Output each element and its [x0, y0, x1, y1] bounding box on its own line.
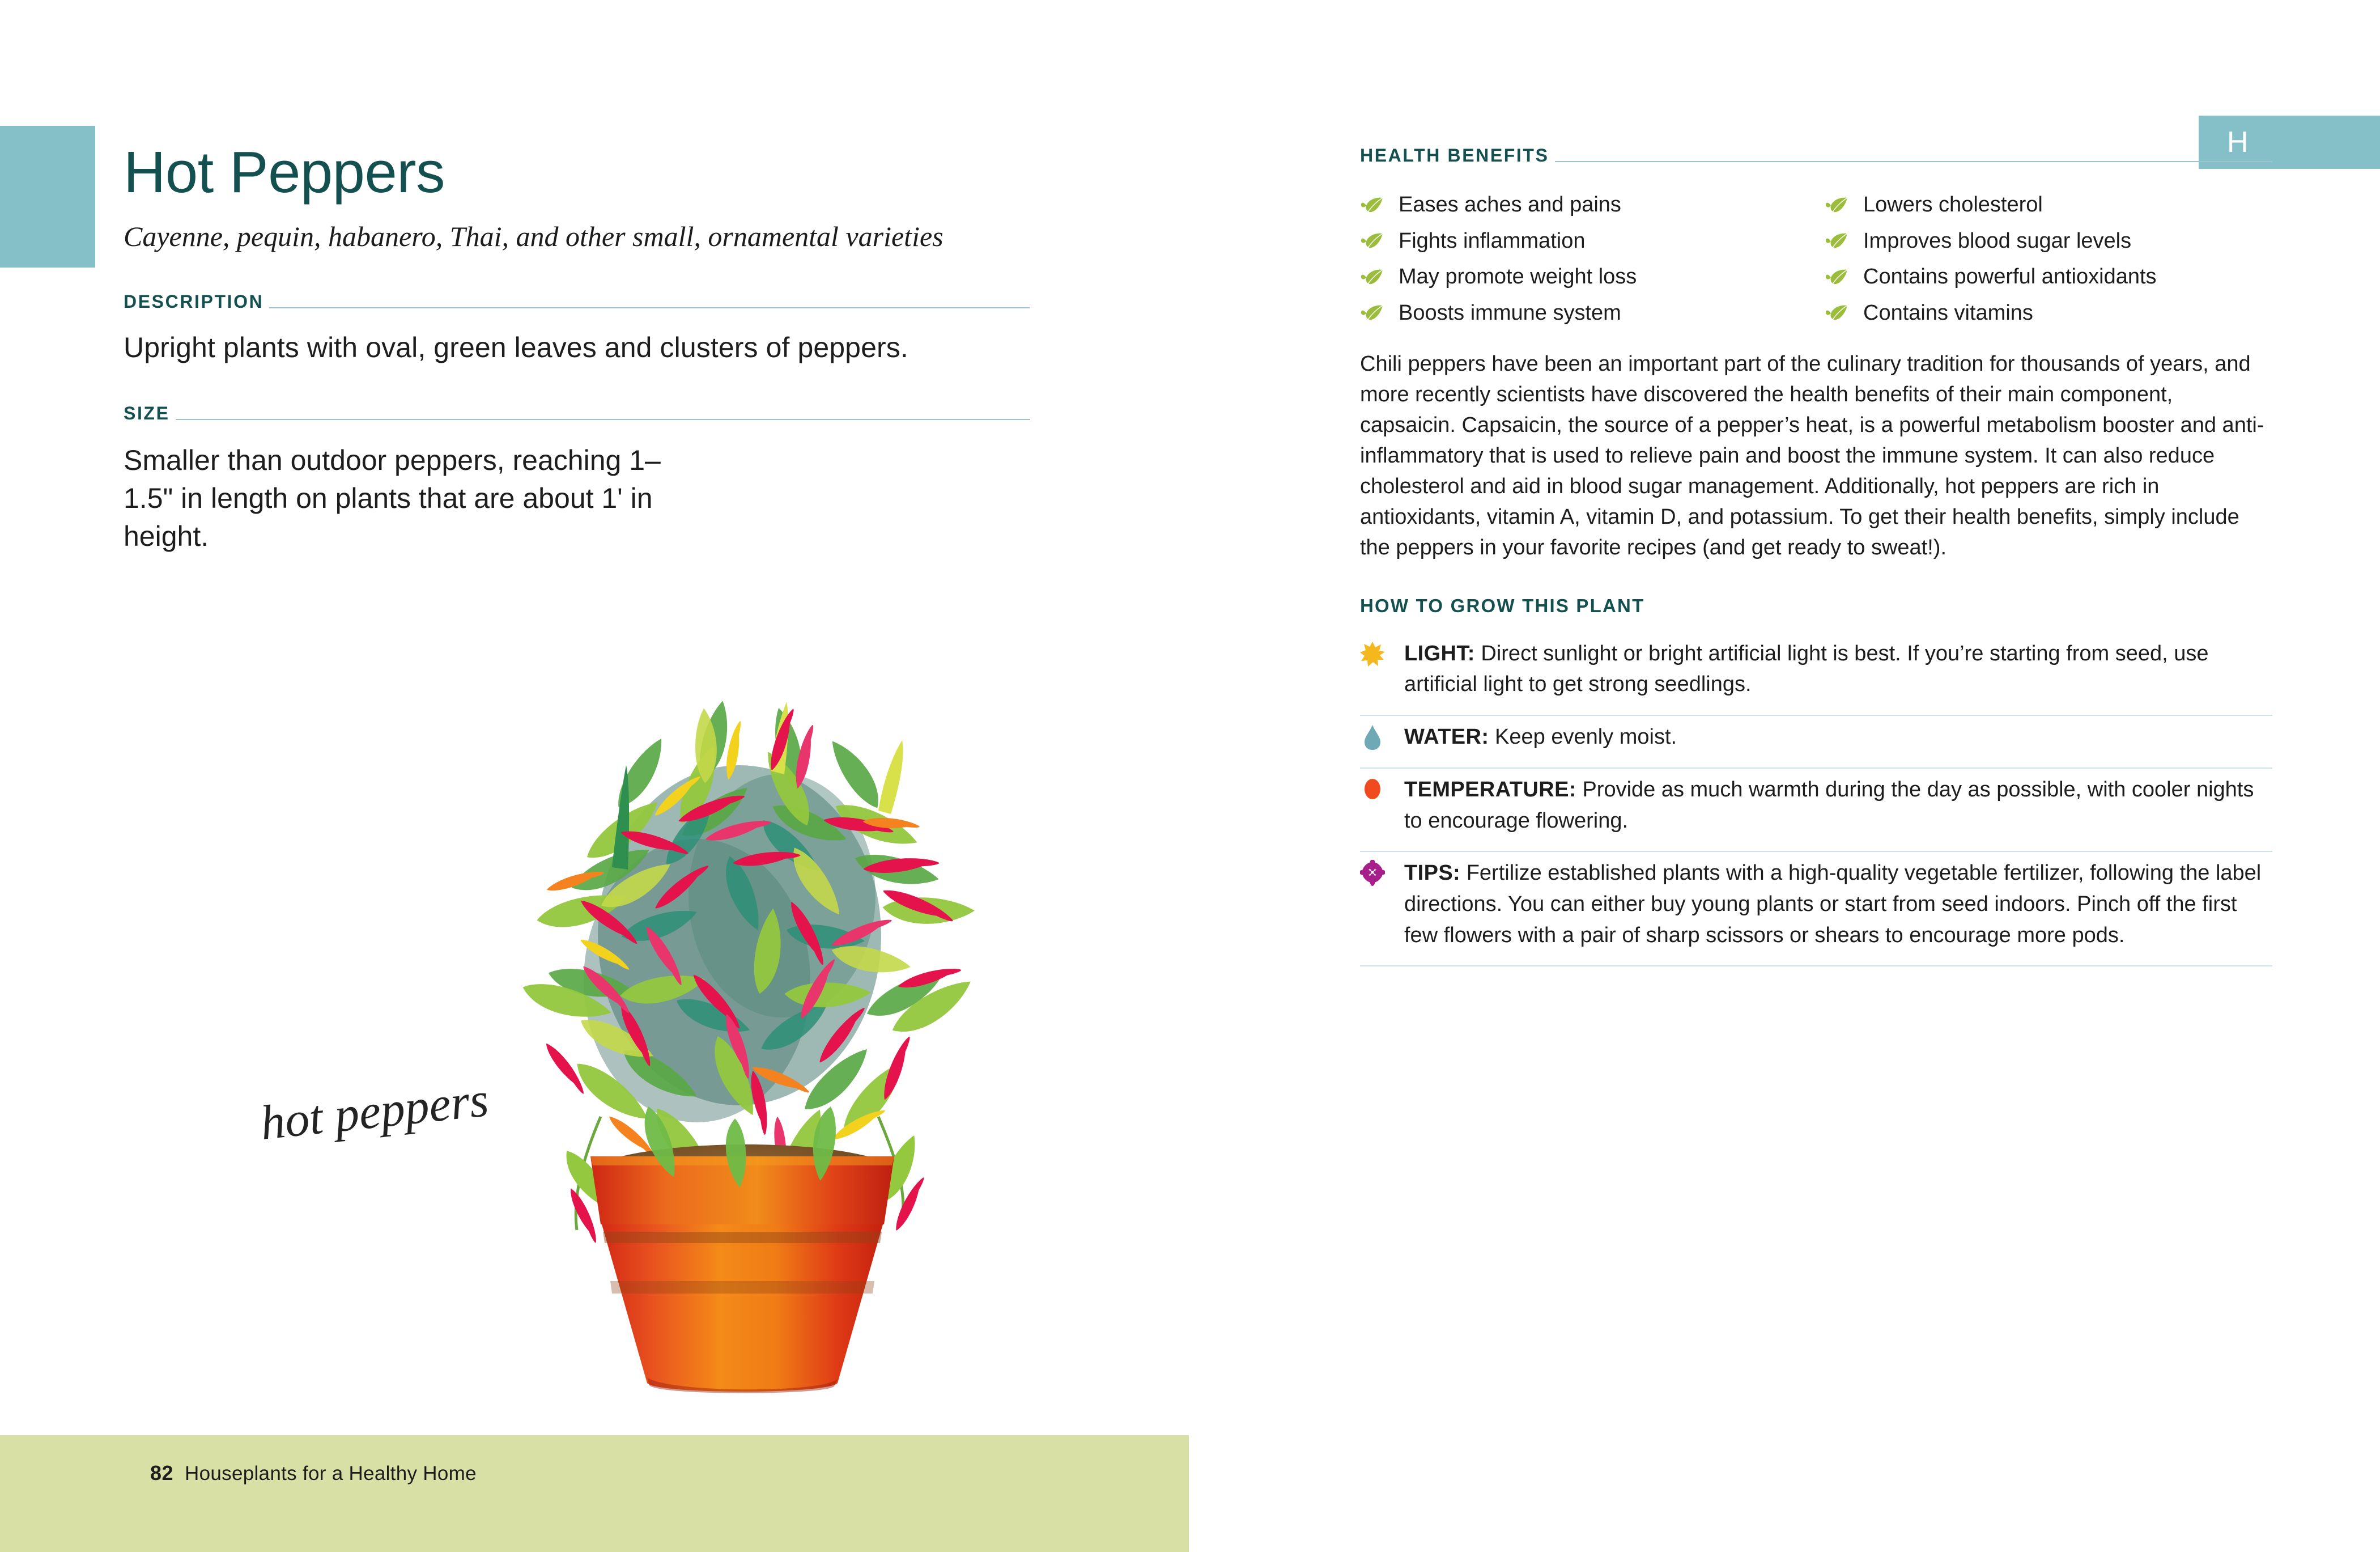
leaf-icon [1360, 303, 1384, 323]
care-label-water: WATER: [1404, 725, 1489, 749]
care-label-light: LIGHT: [1404, 641, 1475, 665]
care-label-temperature: TEMPERATURE: [1404, 777, 1576, 802]
health-benefit-item [1825, 300, 2272, 327]
running-head-left: Houseplants for a Healthy Home [185, 1462, 477, 1485]
section-label-how-to-grow: HOW TO GROW THIS PLANT [1360, 595, 1645, 616]
health-benefit-item [1825, 264, 2272, 291]
size-text: Smaller than outdoor peppers, reaching 1–1.5" in length on plants that are about 1' in height. [124, 444, 661, 553]
leaf-icon [1825, 196, 1848, 215]
section-rule [1555, 161, 2272, 162]
flower-icon [1360, 858, 1389, 887]
script-caption-text: hot peppers [258, 1072, 491, 1150]
sun-icon [1360, 638, 1389, 668]
page-number-left: 82 [150, 1461, 174, 1485]
footer-band-left [0, 1435, 1189, 1552]
health-benefit-label: Boosts immune system [1399, 300, 1621, 325]
leaf-icon [1825, 303, 1848, 323]
verso-content [124, 139, 1030, 556]
intro-paragraph: Chili peppers have been an important part of the culinary tradition for thousands of years, and more recently scientists have discovered the health benefits of their main component, capsaicin. Capsaicin, the source of a pepper’s heat, is a powerful metabolism booster and anti-inflammatory that is used to relieve pain and boost the immune system. It can also reduce cholesterol and aid in blood sugar management. Additionally, hot peppers are rich in antioxidants, vitamin A, vitamin D, and potassium. To get their health benefits, simply include the peppers in your favorite recipes (and get ready to sweat!). [1360, 352, 2264, 559]
care-label-tips: TIPS: [1404, 861, 1461, 885]
health-benefit-item [1360, 300, 1825, 327]
leaf-icon [1825, 268, 1848, 287]
page-title: Hot Peppers [124, 139, 445, 205]
health-benefits-list [1360, 192, 2272, 326]
illustration-script-caption [258, 1066, 496, 1173]
footer-left-content [150, 1461, 477, 1485]
health-benefit-label: Eases aches and pains [1399, 193, 1621, 217]
care-item-temperature [1360, 769, 2272, 852]
leaf-icon [1825, 231, 1848, 251]
leaf-icon [1360, 268, 1384, 287]
leaf-icon [1360, 231, 1384, 251]
health-benefit-label: Improves blood sugar levels [1863, 228, 2132, 253]
health-benefit-label: Fights inflammation [1399, 228, 1586, 253]
section-label-description: DESCRIPTION [124, 291, 264, 312]
health-benefit-item [1360, 228, 1825, 255]
health-benefit-item [1825, 192, 2272, 219]
section-header-size [124, 404, 1030, 422]
section-header-health-benefits [1360, 146, 2272, 164]
care-text-light [1404, 638, 2272, 700]
care-instructions-list [1360, 633, 2272, 967]
description-text: Upright plants with oval, green leaves and clusters of peppers. [124, 332, 908, 364]
care-text-water [1404, 722, 1677, 753]
hot-pepper-plant-illustration [431, 629, 1054, 1400]
care-description-light: Direct sunlight or bright artificial light is best. If you’re starting from seed, use artificial light to get strong seedlings. [1404, 641, 2209, 697]
temperature-icon [1360, 774, 1389, 804]
health-benefit-item [1360, 264, 1825, 291]
health-benefit-item [1360, 192, 1825, 219]
section-rule [176, 419, 1030, 420]
teal-corner-block [0, 126, 95, 268]
care-item-tips [1360, 852, 2272, 966]
water-drop-icon [1360, 722, 1389, 751]
care-text-temperature [1404, 774, 2272, 836]
health-benefit-label: Contains vitamins [1863, 300, 2033, 325]
section-label-health-benefits: HEALTH BENEFITS [1360, 145, 1549, 166]
section-header-description [124, 292, 1030, 311]
health-benefit-item [1825, 228, 2272, 255]
page-subtitle: Cayenne, pequin, habanero, Thai, and other small, ornamental varieties [124, 220, 944, 253]
care-item-light [1360, 633, 2272, 716]
leaf-icon [1360, 196, 1384, 215]
care-description-temperature: Provide as much warmth during the day as possible, with cooler nights to encourage flowering. [1404, 777, 2254, 833]
care-text-tips [1404, 858, 2272, 951]
health-benefit-label: May promote weight loss [1399, 265, 1637, 289]
section-label-size: SIZE [124, 403, 170, 424]
recto-page [1190, 0, 2380, 1552]
care-description-water: Keep evenly moist. [1495, 725, 1677, 749]
thumb-tab-letter: H [2227, 126, 2249, 159]
health-benefit-label: Contains powerful antioxidants [1863, 265, 2157, 289]
care-item-water [1360, 716, 2272, 769]
section-rule [269, 307, 1030, 308]
health-benefit-label: Lowers cholesterol [1863, 193, 2043, 217]
recto-content [1360, 146, 2272, 966]
care-description-tips: Fertilize established plants with a high-quality vegetable fertilizer, following the label directions. You can either buy young plants or start from seed indoors. Pinch off the first few flowers with a pair of sharp scissors or shears to encourage more pods. [1404, 861, 2262, 947]
